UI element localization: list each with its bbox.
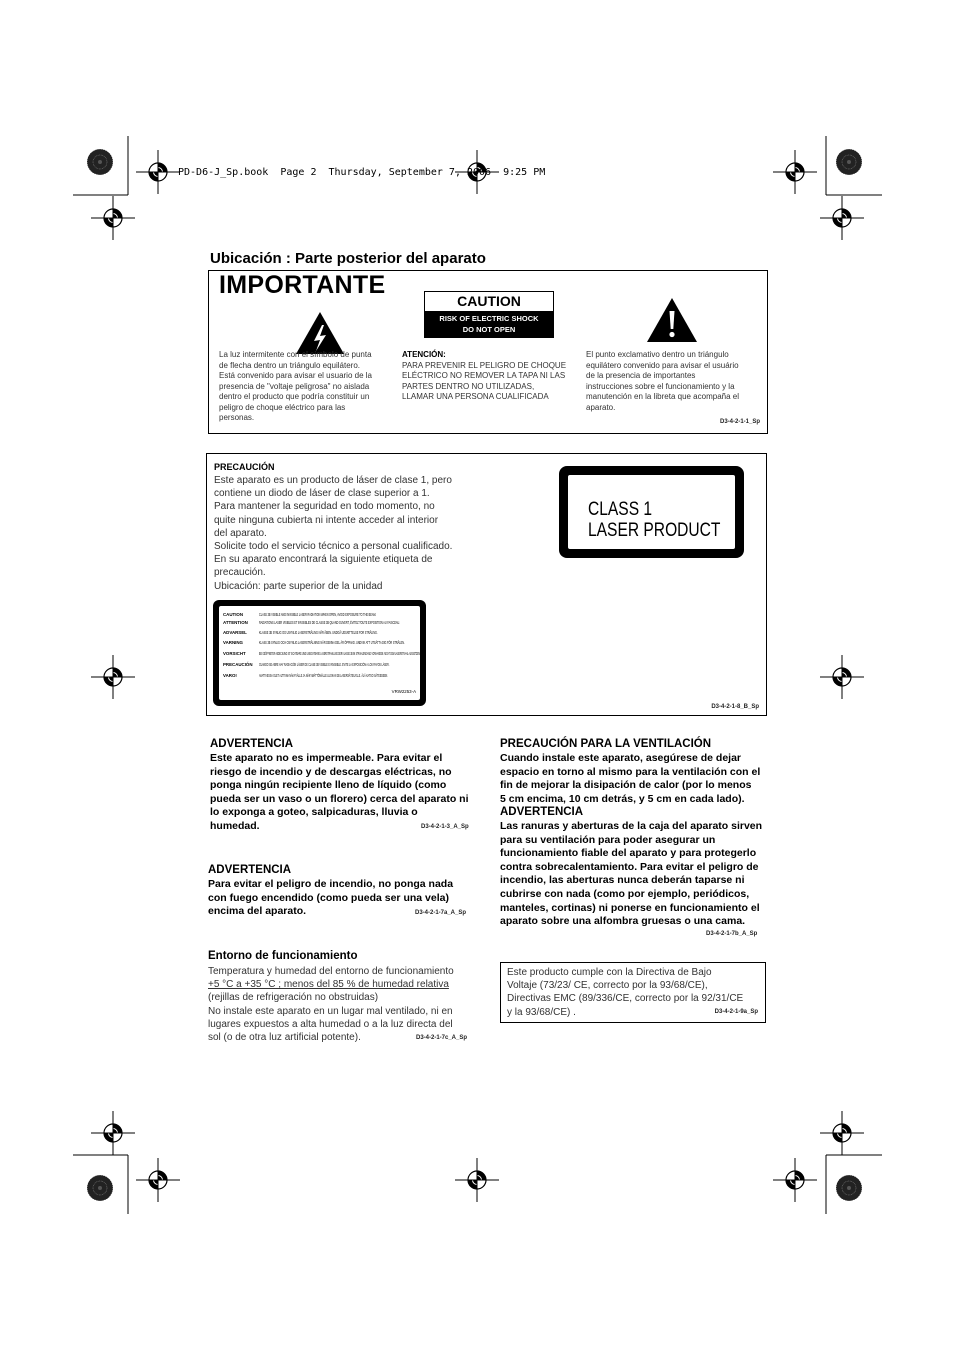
advertencia1-heading: ADVERTENCIA bbox=[210, 738, 294, 750]
directiva-code: D3-4-2-1-9a_Sp bbox=[714, 1009, 758, 1015]
location-heading: Ubicación : Parte posterior del aparato bbox=[210, 250, 486, 267]
atencion-heading: ATENCIÓN: bbox=[402, 350, 446, 359]
importante-title: IMPORTANTE bbox=[219, 271, 386, 299]
book-file-header: PD-D6-J_Sp.book Page 2 Thursday, September 7, 2006 9:25 PM bbox=[178, 167, 546, 178]
importante-right-text: El punto exclamativo dentro un triángulo equilátero convenido para avisar el usuário de la presencia de importantes instrucciones sobre el funcionamiento y la manutención en la libreta que acompaña el aparato. bbox=[586, 350, 739, 412]
directiva-box bbox=[500, 962, 766, 1023]
caution-label-line2: DO NOT OPEN bbox=[462, 325, 516, 334]
exclamation-triangle-icon bbox=[646, 297, 698, 343]
caution-label-top: CAUTION bbox=[457, 293, 521, 309]
advertencia1-code: D3-4-2-1-3_A_Sp bbox=[421, 824, 469, 830]
ventilacion-text: Cuando instale este aparato, asegúrese de dejar espacio en torno al mismo para la ventilación con el fin de mejorar la disipación de calor (por lo menos 5 cm encima, 10 cm detrás, y 5 cm en cada lado). bbox=[500, 752, 761, 805]
ventilacion-heading: PRECAUCIÓN PARA LA VENTILACIÓN bbox=[500, 738, 712, 750]
precaucion-text: Este aparato es un producto de láser de clase 1, pero contiene un diodo de láser de clase superior a 1. Para mantener la seguridad en todo momento, no quite ninguna cubierta ni intente acceder al interior del aparato. Solicite todo el servicio técnico a personal cualificado. En su aparato encontrará la siguiente etiqueta de precaución. Ubicación: parte superior de la unidad bbox=[214, 475, 453, 592]
entorno-heading: Entorno de funcionamiento bbox=[208, 950, 358, 962]
laser-warning-label: CAUTION CLASS 3B VISIBLE AND INVISIBLE LASER RADIATION WHEN OPEN, AVOID EXPOSURE TO THE BEAM. ATTENTION RADIATIONS LASER VISIBLES ET INVISIBLES DE CLASSE 3B QUAND OUVERT, ÉVITEZ TOUTE EXPOSITION AU FAISCEAU. ADVARSEL KLASSE 3B SYNLIG OG USYNLIG LASERSTRÅLING NÅR ÅBEN. UNDGÅ UDSÆTTELSE FOR STRÅLING. VARNING KLASS 3B SYNLIG OCH OSYNLIG LASERSTRÅLNING NÄR DENNA DEL ÄR ÖPPNAD. UNDVIK ATT UTSÄTTA DIG FÖR STRÅLEN. VORSICHT BEI GEÖFFNETER ABDECKUNG IST SICHTBARE UND UNSICHTBARE LASERSTRAHLUNG DER KLASSE 3B IM STRAHLENGANG VORHANDEN. NICHT DEM LASERSTRAHL AUSSETZEN! PRECAUCIÓN CUANDO SE ABRE HAY RADIACIÓN LÁSER DE CLASE 3B VISIBLE E INVISIBLE. EVITE LA EXPOSICIÓN A LOS RAYOS LÁSER. VARO! AVATTAESSA OLET ALTTIINA NÄKYVÄLLE JA NÄKYMÄTTÖMÄLLE LUOKAN 3B LASERSÄTEILYLLE. ÄLÄ KATSO SÄTEESEEN. VRW2253-A bbox=[213, 600, 426, 706]
caution-label-line1: RISK OF ELECTRIC SHOCK bbox=[439, 314, 539, 323]
entorno-text: Temperatura y humedad del entorno de funcionamiento +5 °C a +35 °C ; menos del 85 % de humedad relativa (rejillas de refrigeración no obstruidas) No instale este aparato en un lugar mal ventilado, ni en lugares expuestos a alta humedad o a la luz directa del sol (o de otra luz artificial potente). bbox=[208, 966, 454, 1044]
precaucion-box bbox=[206, 453, 767, 716]
advertencia2-heading: ADVERTENCIA bbox=[208, 864, 292, 876]
importante-box bbox=[208, 270, 768, 434]
directiva-text: Este producto cumple con la Directiva de Bajo Voltaje (73/23/ CE, correcto por la 93/68/CE), Directivas EMC (89/336/CE, correcto por la 92/31/CE y la 93/68/CE) . bbox=[507, 967, 744, 1018]
advertencia1-text: Este aparato no es impermeable. Para evitar el riesgo de incendio y de descargas eléctricas, no ponga ningún recipiente lleno de líquido (como pueda ser un vaso o un florero) cerca del aparato ni lo exponga a goteo, salpicaduras, lluvia o humedad. bbox=[210, 752, 469, 832]
precaucion-code: D3-4-2-1-8_B_Sp bbox=[711, 704, 759, 710]
laser-label-line2: LASER PRODUCT bbox=[588, 520, 721, 541]
importante-middle-text: ATENCIÓN: PARA PREVENIR EL PELIGRO DE CHOQUE ELÉCTRICO NO REMOVER LA TAPA NI LAS PARTES DENTRO NO UTILIZADAS, LLAMAR UNA PERSONA CUALIFICADA bbox=[402, 350, 582, 403]
ventilacion-advertencia-text: Las ranuras y aberturas de la caja del aparato sirven para su ventilación para poder asegurar un funcionamiento fiable del aparato y para protegerlo contra sobrecalentamiento. Para evitar el peligro de incendio, las aberturas nunca deberán taparse ni cubrirse con nada (como por ejemplo, periódicos, manteles, cortinas) ni ponerse en funcionamiento el aparato sobre una alfombra gruesas o una cama. bbox=[500, 820, 763, 928]
ventilacion-code: D3-4-2-1-7b_A_Sp bbox=[706, 931, 758, 937]
caution-label-warning bbox=[425, 311, 553, 337]
lightning-triangle-icon bbox=[295, 311, 345, 355]
caution-label bbox=[424, 291, 554, 338]
importante-code: D3-4-2-1-1_Sp bbox=[719, 419, 760, 425]
laser-label-line1: CLASS 1 bbox=[588, 499, 653, 520]
importante-left-text: La luz intermitente con el símbolo de punta de flecha dentro un triángulo equilátero. Está convenido para avisar el usuario de la presencia de "voltaje peligrosa" no aislada dentro el producto que podría constituir un peligro de choque eléctrico para las personas. bbox=[219, 350, 372, 422]
advertencia2-text: Para evitar el peligro de incendio, no ponga nada con fuego encendido (como pueda ser una vela) encima del aparato. bbox=[208, 878, 454, 918]
ventilacion-advertencia-heading: ADVERTENCIA bbox=[500, 806, 584, 818]
class1-laser-label bbox=[559, 466, 744, 558]
entorno-code: D3-4-2-1-7c_A_Sp bbox=[416, 1035, 468, 1041]
advertencia2-code: D3-4-2-1-7a_A_Sp bbox=[415, 910, 467, 916]
precaucion-heading: PRECAUCIÓN bbox=[214, 462, 275, 472]
